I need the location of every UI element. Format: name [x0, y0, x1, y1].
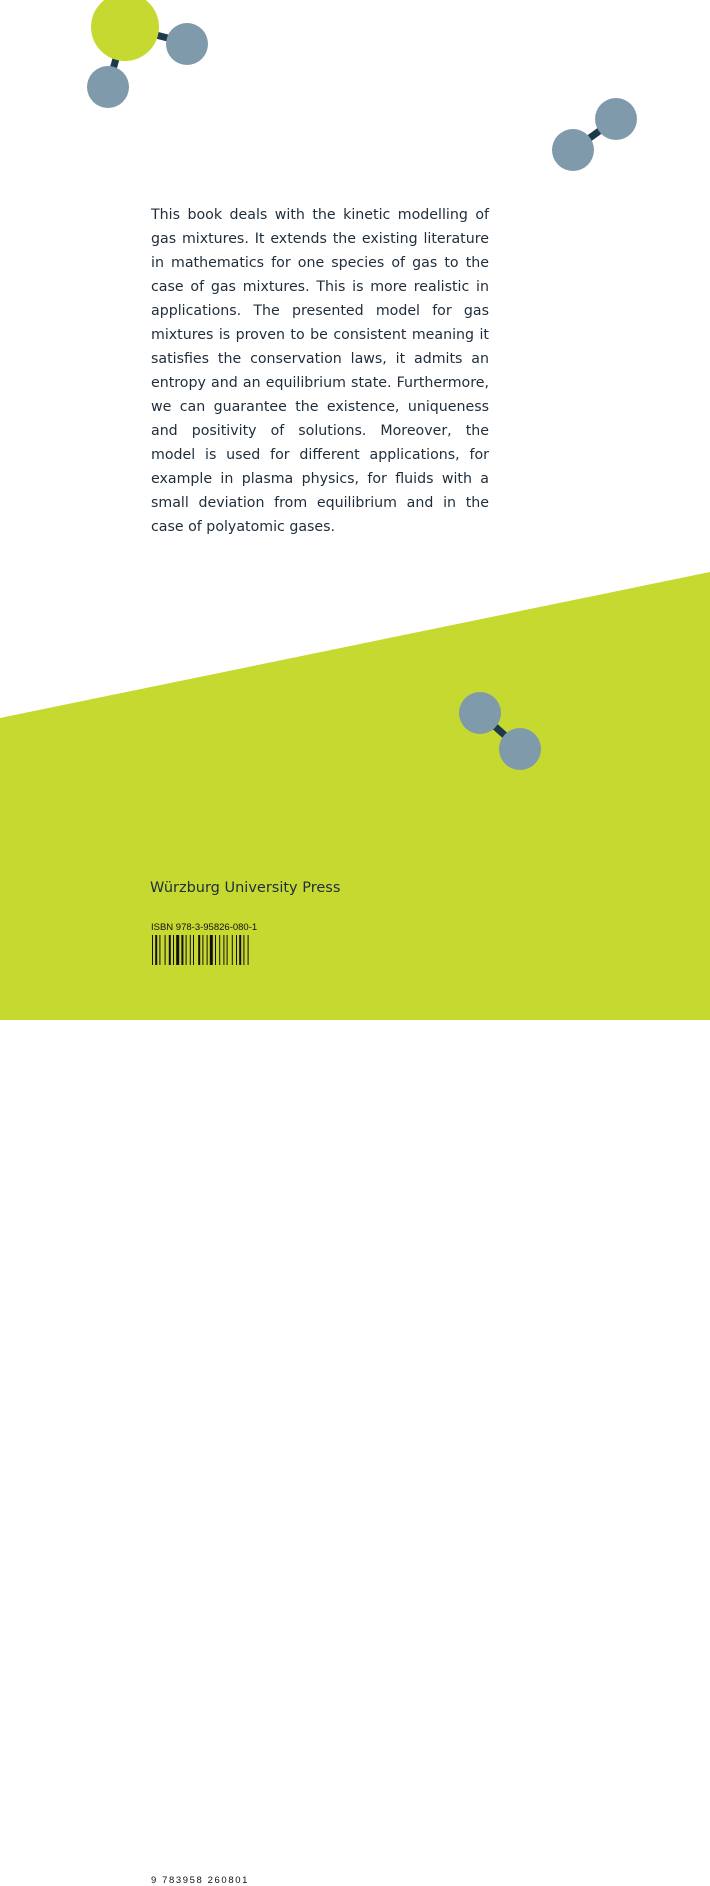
book-description: This book deals with the kinetic modelling of gas mixtures. It extends the existing literature in mathematics for one species of gas to the case of gas mixtures. This is more realistic in applications. The presented model for gas mixtures is proven to be consistent meaning it satisfies the conservation laws, it admits an entropy and an equilibrium state. Furthermore, we can guarantee the existence, uniqueness and positivity of solutions. Moreover, the model is used for different applications, for example in plasma physics, for fluids with a small deviation from equilibrium and in the case of polyatomic gases. [151, 207, 489, 535]
molecule-lower-icon [459, 692, 541, 770]
molecule-top-right-icon [552, 98, 637, 171]
molecule-top-left-icon [87, 0, 208, 108]
isbn-digits: 9 783958 260801 [151, 1875, 249, 1886]
publisher-name: Würzburg University Press [150, 880, 341, 896]
isbn-barcode-block [150, 922, 260, 1886]
isbn-label: ISBN 978-3-95826-080-1 [151, 922, 258, 933]
barcode-icon [150, 935, 258, 965]
